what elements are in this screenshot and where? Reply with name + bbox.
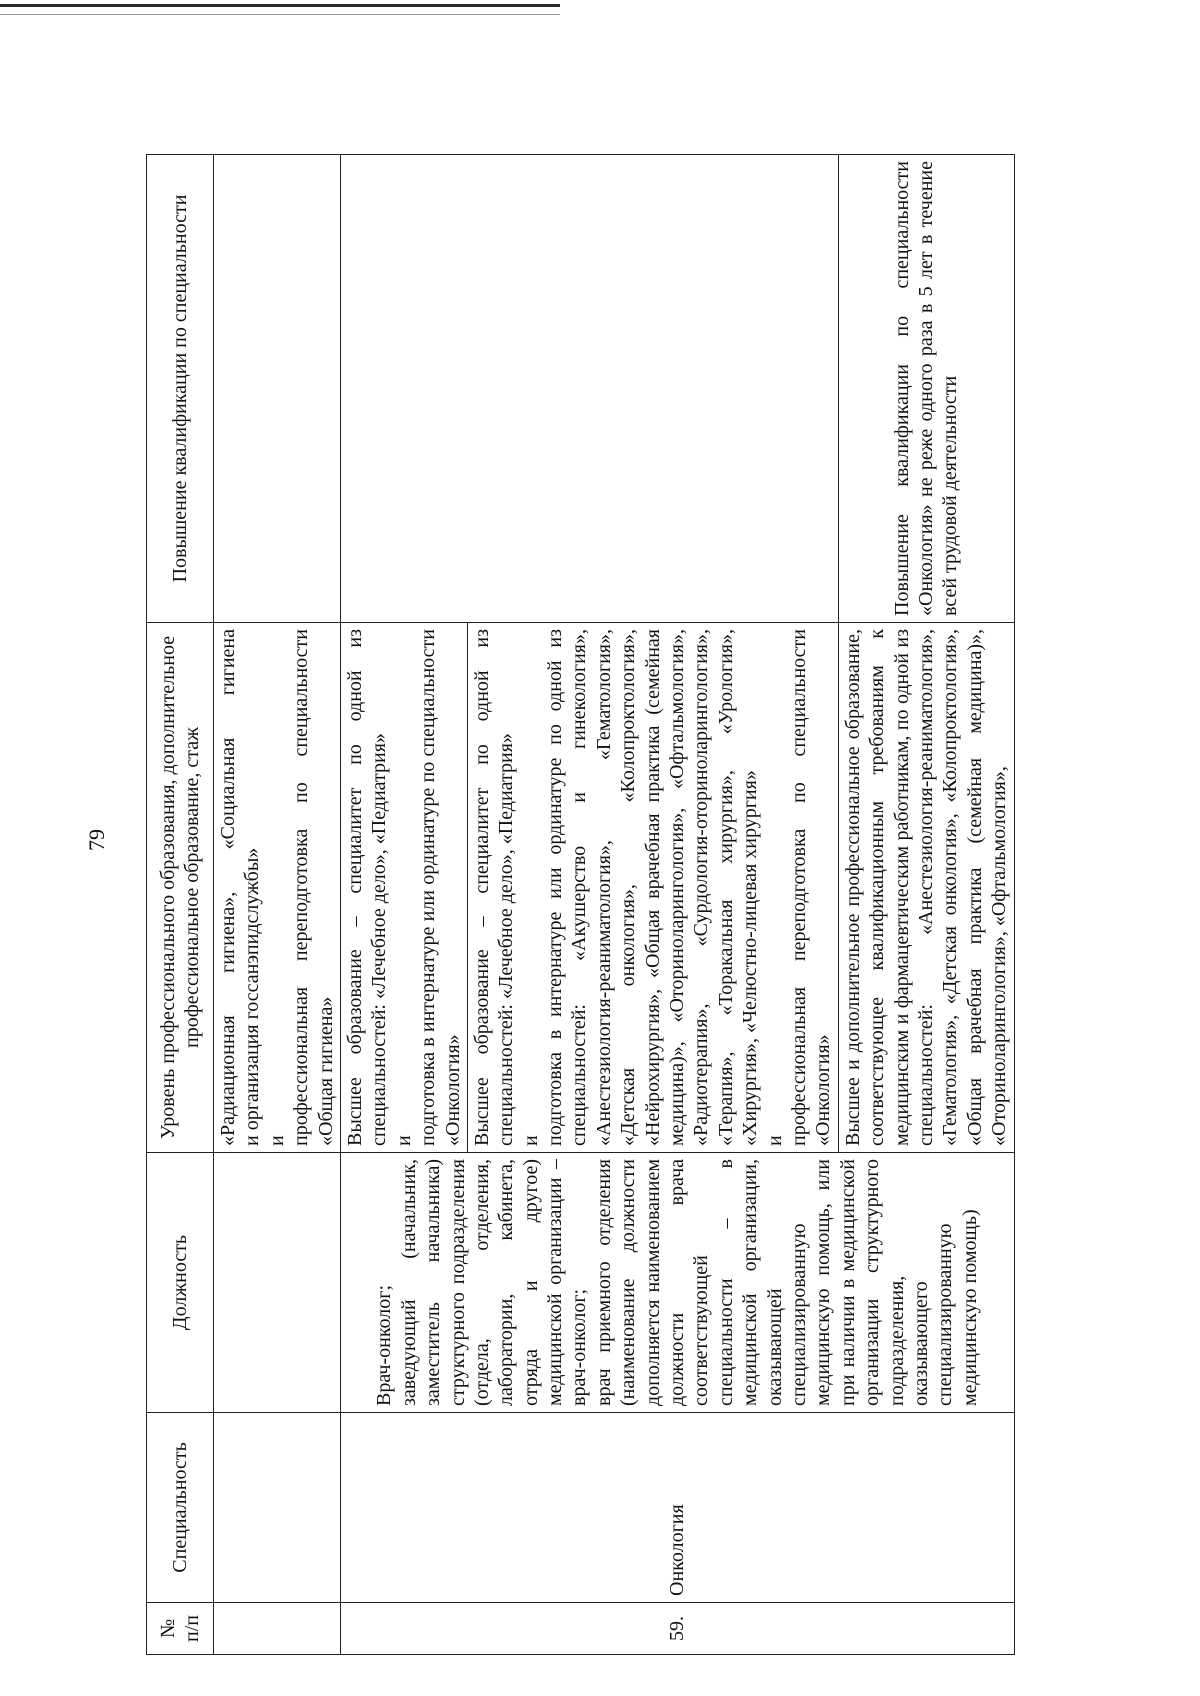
cell-qualification-59: Повышение квалификации по специальности «Онкология» не реже одного раза в 5 лет в течение всей трудовой деятельности bbox=[838, 155, 1014, 623]
cell-specialty-59: Онкология bbox=[340, 1413, 1014, 1603]
cell-education-59b bbox=[467, 623, 838, 1153]
edu-prev-line-4: профессиональная переподготовка по специальности bbox=[290, 629, 313, 1146]
edu-a-line-1: Высшее образование – специалитет по одной из специальностей: «Лечебное дело», «Педиатрия» bbox=[343, 629, 391, 1146]
edu-prev-line-5: «Общая гигиена» bbox=[314, 996, 337, 1146]
edu-b-and-2: и bbox=[763, 1135, 786, 1146]
cell-position-empty bbox=[214, 1153, 341, 1413]
position-line-1: Врач-онколог; bbox=[373, 1284, 396, 1406]
scan-edge-rule bbox=[0, 4, 560, 7]
table-header-row bbox=[147, 155, 214, 1655]
position-line-2: заведующий (начальник, заместитель начальника) структурного подразделения (отдела, отделения, лаборатории, кабинета, отряда и другое) медицинской организации – врач-онколог; bbox=[397, 1159, 591, 1406]
edu-prev-line-1: «Радиационная гигиена», «Социальная гигиена bbox=[217, 629, 239, 1146]
cell-num-empty bbox=[214, 1603, 341, 1655]
edu-prev-and: и bbox=[265, 1135, 288, 1146]
rotated-page-content bbox=[146, 155, 1186, 1655]
edu-b-line-3: подготовка в интернатуре или ординатуре по одной из специальностей: «Акушерство и гинекология», «Анестезиология-реаниматология», «Гематология», «Детская онкология», «Колопроктология», «Нейрохирургия», «Общая врачебная практика (семейная медицина)», «Оториноларингология», «Офтальмология», «Радиотерапия», «Сурдология-оториноларингология», «Терапия», «Торакальная хирургия», «Урология», «Хирургия», «Челюстно-лицевая хирургия» bbox=[544, 629, 762, 1146]
cell-education-59a bbox=[340, 623, 467, 1153]
qualification-table bbox=[146, 154, 1015, 1655]
edu-prev-line-2: и организация госсанэпидслужбы» bbox=[241, 847, 264, 1146]
page-number: 79 bbox=[84, 829, 109, 851]
cell-position-59 bbox=[340, 1153, 1014, 1413]
edu-b-line-5: профессиональная переподготовка по специальности «Онкология» bbox=[787, 629, 835, 1146]
edu-a-and: и bbox=[392, 1135, 415, 1146]
cell-qualification-empty bbox=[214, 155, 341, 623]
edu-a-line-3: подготовка в интернатуре или ординатуре по специальности «Онкология» bbox=[417, 629, 464, 1146]
cell-qualification-59-empty bbox=[340, 155, 838, 623]
header-qualification: Повышение квалификации по специальности bbox=[147, 155, 214, 623]
table-row-continued bbox=[214, 155, 341, 1655]
edu-c-line-1: Высшее и дополнительное профессиональное образование, соответствующее квалификационным требованиям к медицинским и фармацевтическим работникам, по одной из специальностей: «Анестезиология-реаниматология», «Гематология», «Детская онкология», «Колопроктология», «Общая врачебная практика (семейная медицина)», «Оториноларингология», «Офтальмология», bbox=[841, 629, 1011, 1146]
table-row-59a bbox=[340, 155, 467, 1655]
scan-edge-rule-thin bbox=[0, 14, 560, 15]
position-line-3: врач приемного отделения (наименование должности дополняется наименованием должности врача соответствующей специальности – в медицинской организации, оказывающей специализированную медицинскую помощь, или при наличии в медицинской организации структурного подразделения, оказывающего специализированную медицинскую помощь) bbox=[592, 1159, 981, 1406]
header-specialty: Специальность bbox=[147, 1413, 214, 1603]
header-position: Должность bbox=[147, 1153, 214, 1413]
cell-specialty-empty bbox=[214, 1413, 341, 1603]
edu-b-and-1: и bbox=[519, 1135, 542, 1146]
cell-num-59: 59. bbox=[340, 1603, 1014, 1655]
header-education: Уровень профессионального образования, дополнительное профессиональное образование, стаж bbox=[147, 623, 214, 1153]
edu-b-line-1: Высшее образование – специалитет по одной из специальностей: «Лечебное дело», «Педиатрия» bbox=[470, 629, 518, 1146]
cell-education-59c bbox=[838, 623, 1014, 1153]
header-num: № п/п bbox=[147, 1603, 214, 1655]
cell-education-prev bbox=[214, 623, 341, 1153]
